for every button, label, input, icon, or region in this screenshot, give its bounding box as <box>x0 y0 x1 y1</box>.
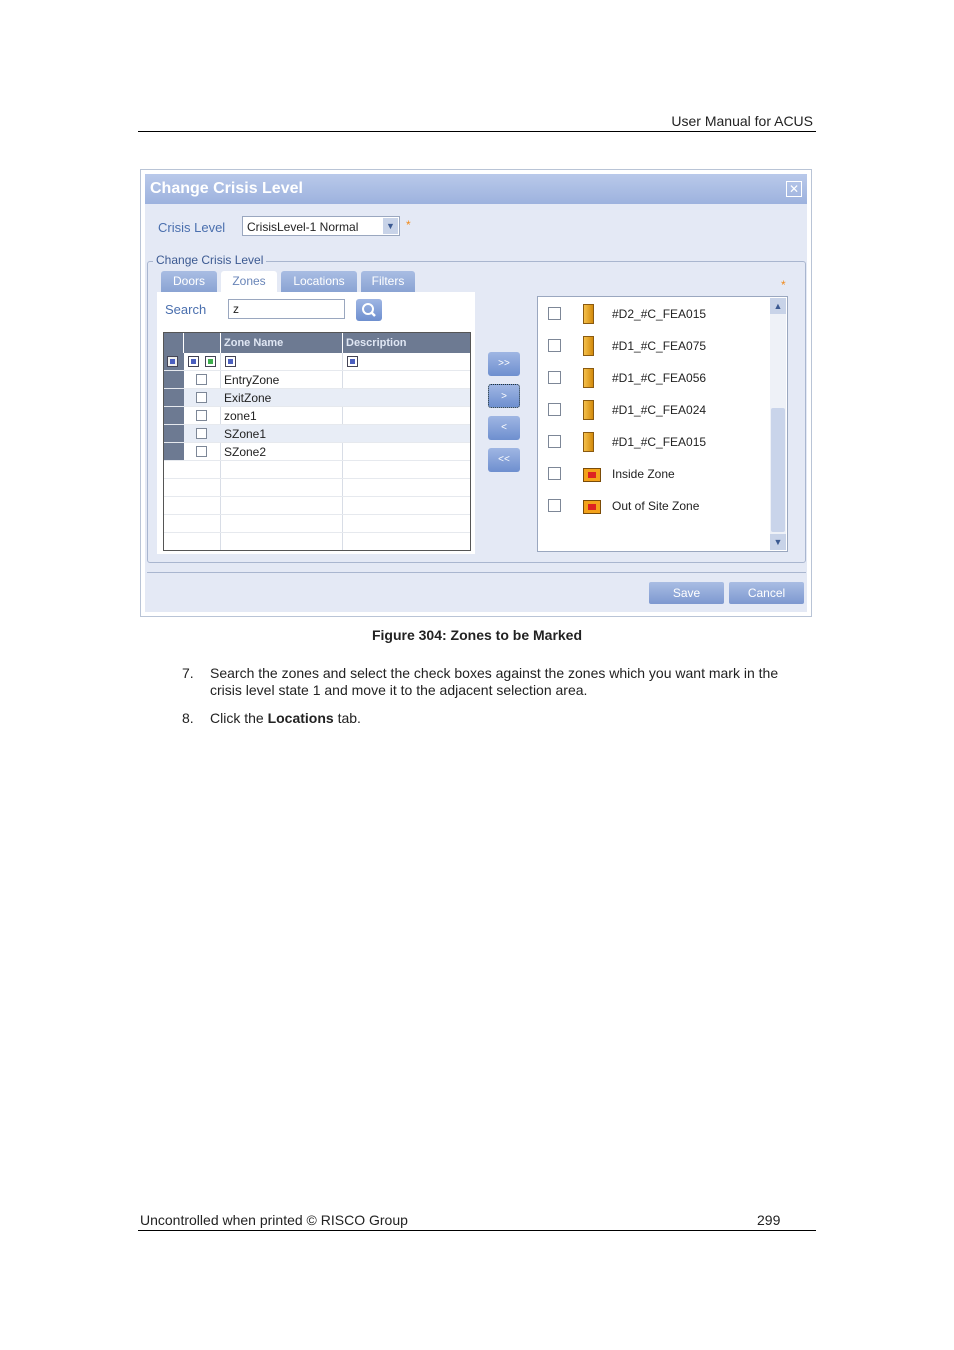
selected-items-list <box>537 296 788 552</box>
filter-description-icon[interactable] <box>347 356 358 367</box>
item-label: Out of Site Zone <box>612 499 700 513</box>
filter-row <box>164 353 470 371</box>
row-checkbox[interactable] <box>196 374 207 385</box>
crisis-level-select[interactable] <box>242 216 400 236</box>
item-checkbox[interactable] <box>548 339 561 352</box>
zone-icon <box>583 468 601 482</box>
filter-icon[interactable] <box>188 356 199 367</box>
scroll-up-icon[interactable]: ▲ <box>770 298 786 314</box>
table-row[interactable] <box>164 407 470 425</box>
door-icon <box>583 304 594 324</box>
step-text <box>210 710 810 727</box>
dialog-title: Change Crisis Level <box>150 180 303 197</box>
step-text-bold: Locations <box>267 710 334 726</box>
required-mark-2: * <box>781 278 786 292</box>
close-icon[interactable]: ✕ <box>786 181 802 197</box>
crisis-level-value: CrisisLevel-1 Normal <box>247 220 359 234</box>
tab-filters[interactable]: Filters <box>361 271 415 292</box>
empty-row <box>164 461 470 479</box>
door-icon <box>583 336 594 356</box>
filter-zone-name-icon[interactable] <box>225 356 236 367</box>
row-header <box>164 389 184 406</box>
figure-caption: Figure 304: Zones to be Marked <box>371 627 583 643</box>
item-checkbox[interactable] <box>548 499 561 512</box>
dialog-titlebar <box>145 174 807 204</box>
row-checkbox[interactable] <box>196 392 207 403</box>
door-icon <box>583 368 594 388</box>
save-button[interactable]: Save <box>649 582 724 604</box>
table-row[interactable] <box>164 389 470 407</box>
empty-row <box>164 515 470 533</box>
step-text: Search the zones and select the check boxes against the zones which you want mark in the crisis level state 1 and move it to the adjacent selection area. <box>210 665 779 698</box>
page-number: 299 <box>757 1212 781 1228</box>
row-checkbox[interactable] <box>196 428 207 439</box>
header-rule <box>138 131 816 132</box>
grid-corner <box>164 333 184 353</box>
table-row[interactable] <box>164 425 470 443</box>
header-title: User Manual for ACUS <box>671 113 813 129</box>
row-checkbox[interactable] <box>196 446 207 457</box>
row-header <box>164 425 184 442</box>
door-icon <box>583 432 594 452</box>
column-header-zone-name[interactable]: Zone Name <box>221 333 343 353</box>
section-legend: Change Crisis Level <box>153 253 266 267</box>
footer-rule <box>138 1230 816 1231</box>
item-checkbox[interactable] <box>548 371 561 384</box>
empty-row <box>164 479 470 497</box>
item-checkbox[interactable] <box>548 435 561 448</box>
table-row[interactable] <box>164 371 470 389</box>
step-number: 8. <box>182 710 194 726</box>
item-label: #D1_#C_FEA056 <box>612 371 707 385</box>
scroll-down-icon[interactable]: ▼ <box>770 534 786 550</box>
scroll-thumb[interactable] <box>771 408 785 532</box>
step-text-post: tab. <box>333 710 361 726</box>
scrollbar[interactable] <box>770 298 786 550</box>
row-checkbox[interactable] <box>196 410 207 421</box>
item-label: #D1_#C_FEA024 <box>612 403 707 417</box>
move-right-button[interactable]: > <box>488 384 520 408</box>
required-mark: * <box>406 218 411 232</box>
footer-divider <box>147 572 806 573</box>
grid-check-header <box>184 333 221 353</box>
cancel-button[interactable]: Cancel <box>729 582 804 604</box>
table-row[interactable] <box>164 443 470 461</box>
zones-grid <box>163 332 471 551</box>
filter-selected-icon[interactable] <box>205 356 216 367</box>
move-left-button[interactable]: < <box>488 416 520 440</box>
move-all-left-button[interactable]: << <box>488 448 520 472</box>
item-checkbox[interactable] <box>548 467 561 480</box>
search-label: Search <box>165 302 207 317</box>
item-label: Inside Zone <box>612 467 675 481</box>
clear-filter-icon[interactable] <box>167 356 178 367</box>
step-number: 7. <box>182 665 194 681</box>
zone-name-cell: EntryZone <box>224 373 280 387</box>
search-button[interactable] <box>356 299 382 321</box>
crisis-level-label: Crisis Level <box>158 220 226 235</box>
item-label: #D1_#C_FEA075 <box>612 339 707 353</box>
row-header <box>164 371 184 388</box>
search-input[interactable]: z <box>228 299 345 319</box>
dialog-body <box>145 204 807 612</box>
step-text-pre: Click the <box>210 710 268 726</box>
zone-name-cell: SZone1 <box>224 427 267 441</box>
change-crisis-level-dialog <box>140 169 812 617</box>
door-icon <box>583 400 594 420</box>
row-header <box>164 407 184 424</box>
chevron-down-icon[interactable]: ▼ <box>383 218 398 234</box>
empty-row <box>164 497 470 515</box>
tab-locations[interactable]: Locations <box>281 271 357 292</box>
move-all-right-button[interactable]: >> <box>488 352 520 376</box>
zone-name-cell: zone1 <box>224 409 257 423</box>
item-checkbox[interactable] <box>548 307 561 320</box>
search-icon <box>356 299 382 321</box>
column-header-description[interactable]: Description <box>343 333 470 353</box>
tab-doors[interactable]: Doors <box>161 271 217 292</box>
zones-panel <box>157 292 475 554</box>
item-checkbox[interactable] <box>548 403 561 416</box>
zone-icon <box>583 500 601 514</box>
zone-name-cell: SZone2 <box>224 445 267 459</box>
tab-zones[interactable]: Zones <box>221 271 277 292</box>
zone-name-cell: ExitZone <box>224 391 272 405</box>
row-header <box>164 443 184 460</box>
item-label: #D1_#C_FEA015 <box>612 435 707 449</box>
item-label: #D2_#C_FEA015 <box>612 307 707 321</box>
footer-copyright: Uncontrolled when printed © RISCO Group <box>140 1212 408 1228</box>
